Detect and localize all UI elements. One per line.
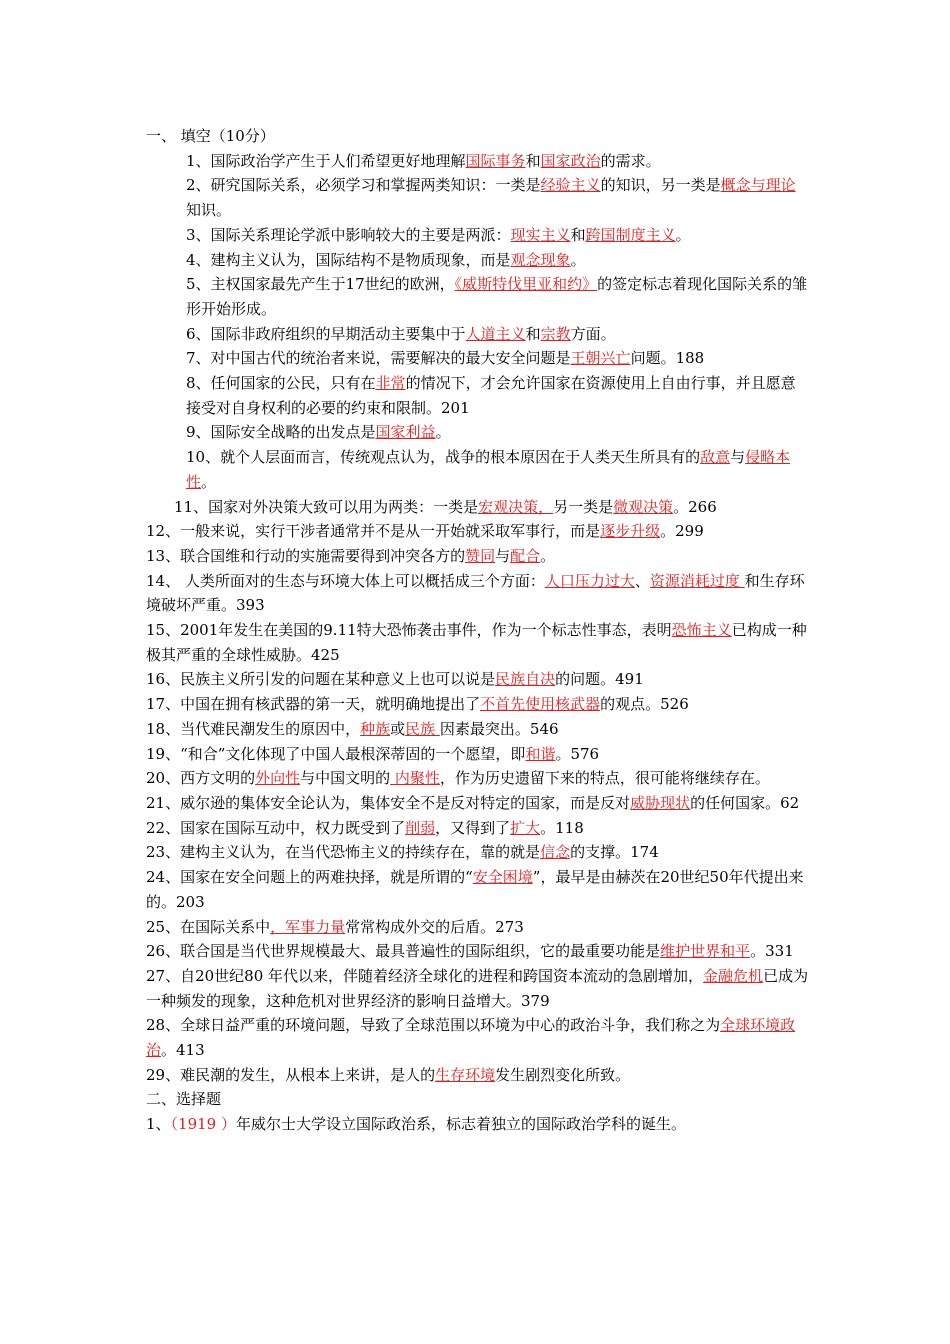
question-17 — [146, 692, 810, 717]
question-text: 2、研究国际关系，必须学习和掌握两类知识：一类是 — [186, 176, 541, 195]
answer-text: 宏观决策， — [478, 497, 554, 516]
question-text: 12、一般来说，实行干涉者通常并不是从一开始就采取军事行，而是 — [146, 522, 601, 541]
question-text: 19、“和合”文化体现了中国人最根深蒂固的一个愿望，即 — [146, 744, 526, 763]
question-21 — [146, 791, 810, 816]
answer-text: 跨国制度主义 — [585, 225, 676, 244]
question-text: 26、联合国是当代世界规模最大、最具普遍性的国际组织，它的最重要功能是 — [146, 942, 661, 961]
question-text: 。299 — [660, 522, 704, 541]
answer-text: 民族自决 — [495, 670, 556, 689]
question-text: 。 — [435, 423, 451, 442]
question-text: 15、2001年发生在美国的9.11特大恐怖袭击事件，作为一个标志性事态，表明 — [146, 621, 672, 640]
document-body — [146, 124, 810, 1137]
question-9 — [146, 420, 810, 445]
question-text: 的问题。491 — [555, 670, 644, 689]
question-text: 11、国家对外决策大致可以用为两类：一类是 — [174, 497, 479, 516]
answer-text: 国家利益 — [375, 423, 436, 442]
answer-text: 和谐 — [525, 744, 556, 763]
answer-text: 微观决策 — [613, 497, 674, 516]
question-4 — [146, 248, 810, 273]
question-text: 和 — [525, 151, 541, 170]
answer-text: 概念与理论 — [720, 176, 796, 195]
question-text: 方面。 — [570, 324, 616, 343]
question-text: 与 — [730, 448, 746, 467]
question-text: 的支撑。174 — [570, 843, 659, 862]
question-14 — [146, 569, 810, 618]
question-text: 与 — [495, 546, 511, 565]
question-20 — [146, 766, 810, 791]
answer-text: 逐步升级 — [600, 522, 661, 541]
question-text: 8、任何国家的公民，只有在 — [186, 374, 376, 393]
answer-text: 生存环境 — [435, 1065, 496, 1084]
question-23 — [146, 840, 810, 865]
section-title-choice — [146, 1087, 810, 1112]
question-text: 13、联合国维和行动的实施需要得到冲突各方的 — [146, 546, 466, 565]
answer-text: 种族 — [360, 719, 391, 738]
answer-text: 《威斯特伐里亚和约》 — [454, 275, 598, 294]
question-13 — [146, 544, 810, 569]
question-6 — [146, 322, 810, 347]
answer-text: 配合 — [510, 546, 541, 565]
answer-text: 观念现象 — [510, 250, 571, 269]
question-text: 的知识，另一类是 — [600, 176, 721, 195]
question-29 — [146, 1063, 810, 1088]
answer-text: 宗教 — [540, 324, 571, 343]
answer-text: 安全困境 — [472, 868, 533, 887]
section-title-fill-blank — [146, 124, 810, 149]
answer-text: 赞同 — [465, 546, 496, 565]
question-text: 发生剧烈变化所致。 — [495, 1065, 631, 1084]
question-text: 因素最突出。546 — [439, 719, 559, 738]
answer-text: 恐怖主义 — [671, 621, 732, 640]
question-text: 4、建构主义认为，国际结构不是物质现象，而是 — [186, 250, 511, 269]
question-text: 另一类是 — [553, 497, 614, 516]
question-22 — [146, 816, 810, 841]
question-16 — [146, 667, 810, 692]
question-text: 或 — [390, 719, 406, 738]
question-text: 18、当代难民潮发生的原因中， — [146, 719, 361, 738]
answer-text: 人口压力过大 — [544, 571, 635, 590]
question-text: ，作为历史遗留下来的特点，很可能将继续存在。 — [439, 769, 770, 788]
answer-text: 侵略本性 — [186, 448, 791, 491]
answer-text: 维护世界和平 — [660, 942, 751, 961]
answer-text: 信念 — [540, 843, 571, 862]
question-text: 。 — [201, 472, 217, 491]
question-text: 24、国家在安全问题上的两难抉择，就是所谓的“ — [146, 868, 473, 887]
question-text: 。 — [570, 250, 586, 269]
question-text: 21、威尔逊的集体安全论认为，集体安全不是反对特定的国家，而是反对 — [146, 793, 631, 812]
section-title-text: 二、选择题 — [146, 1090, 222, 1109]
answer-text: ，军事力量 — [270, 917, 346, 936]
question-5 — [146, 272, 810, 321]
question-2 — [146, 173, 810, 222]
question-text: 。413 — [161, 1041, 205, 1060]
question-25 — [146, 915, 810, 940]
question-text: 27、自20世纪80 年代以来，伴随着经济全球化的进程和跨国资本流动的急剧增加， — [146, 966, 704, 985]
answer-text: 削弱 — [405, 818, 436, 837]
answer-text: 资源消耗过度 — [649, 571, 745, 590]
question-text: 和 — [570, 225, 586, 244]
answer-text: 扩大 — [510, 818, 541, 837]
question-text: 与中国文明的 — [300, 769, 391, 788]
question-text: 和生存环境破坏严重。393 — [146, 571, 805, 615]
question-text: 16、民族主义所引发的问题在某种意义上也可以说是 — [146, 670, 496, 689]
question-text: 。331 — [750, 942, 794, 961]
question-text: 。 — [675, 225, 691, 244]
question-11 — [146, 495, 810, 520]
answer-text: 非常 — [375, 374, 406, 393]
answer-text: （1919 ） — [170, 1115, 236, 1134]
answer-text: 内聚性 — [390, 769, 440, 788]
question-text: 的情况下，才会允许国家在资源使用上自由行事，并且愿意接受对自身权利的必要的约束和限制。201 — [186, 374, 796, 417]
question-26 — [146, 939, 810, 964]
question-18 — [146, 717, 810, 742]
question-24 — [146, 865, 810, 914]
question-text: 20、西方文明的 — [146, 769, 256, 788]
answer-text: 威胁现状 — [630, 793, 691, 812]
question-text: 29、难民潮的发生，从根本上来讲，是人的 — [146, 1065, 436, 1084]
question-7 — [146, 346, 810, 371]
question-text: 的签定标志着现化国际关系的雏形开始形成。 — [186, 275, 808, 318]
answer-text: 外向性 — [255, 769, 301, 788]
question-28 — [146, 1013, 810, 1062]
answer-text: 民族 — [405, 719, 440, 738]
question-text: 17、中国在拥有核武器的第一天，就明确地提出了 — [146, 695, 481, 714]
answer-text: 不首先使用核武器 — [480, 695, 601, 714]
question-text: 6、国际非政府组织的早期活动主要集中于 — [186, 324, 466, 343]
question-text: 3、国际关系理论学派中影响较大的主要是两派： — [186, 225, 511, 244]
question-text: 1、 — [146, 1115, 171, 1134]
question-text: 知识。 — [186, 201, 232, 220]
question-text: 问题。188 — [630, 349, 705, 368]
question-8 — [146, 371, 810, 420]
answer-text: 现实主义 — [510, 225, 571, 244]
question-text: 22、国家在国际互动中，权力既受到了 — [146, 818, 406, 837]
question-text: 。576 — [555, 744, 600, 763]
question-10 — [146, 445, 810, 494]
question-12 — [146, 519, 810, 544]
question-19 — [146, 742, 810, 767]
answer-text: 国际事务 — [465, 151, 526, 170]
question-text: 14、 人类所面对的生态与环境大体上可以概括成三个方面： — [146, 571, 545, 590]
answer-text: 国家政治 — [540, 151, 601, 170]
question-text: 5、主权国家最先产生于17世纪的欧洲， — [186, 275, 455, 294]
choice-question-1 — [146, 1112, 810, 1137]
answer-text: 敌意 — [700, 448, 731, 467]
answer-text: 王朝兴亡 — [570, 349, 631, 368]
question-text: 。 — [540, 546, 556, 565]
answer-text: 全球环境政治 — [146, 1016, 796, 1060]
question-27 — [146, 964, 810, 1013]
question-text: 28、全球日益严重的环境问题，导致了全球范围以环境为中心的政治斗争，我们称之为 — [146, 1016, 721, 1035]
question-text: 的任何国家。62 — [690, 793, 800, 812]
question-text: 1、国际政治学产生于人们希望更好地理解 — [186, 151, 466, 170]
question-text: 7、对中国古代的统治者来说，需要解决的最大安全问题是 — [186, 349, 571, 368]
question-text: 年威尔士大学设立国际政治系，标志着独立的国际政治学科的诞生。 — [236, 1115, 687, 1134]
question-15 — [146, 618, 810, 667]
question-text: 、 — [634, 571, 650, 590]
question-text: 。118 — [540, 818, 584, 837]
question-text: 的观点。526 — [600, 695, 689, 714]
question-text: 10、就个人层面而言，传统观点认为，战争的根本原因在于人类天生所具有的 — [186, 448, 701, 467]
question-text: 常常构成外交的后盾。273 — [345, 917, 524, 936]
question-text: ，又得到了 — [435, 818, 511, 837]
question-text: 。266 — [673, 497, 717, 516]
question-text: 和 — [525, 324, 541, 343]
question-1 — [146, 149, 810, 174]
question-text: 已成为一种频发的现象，这种危机对世界经济的影响日益增大。379 — [146, 966, 809, 1010]
question-text: 23、建构主义认为，在当代恐怖主义的持续存在，靠的就是 — [146, 843, 541, 862]
question-text: 25、在国际关系中 — [146, 917, 271, 936]
section-title-text: 一、 填空（10分） — [146, 127, 275, 145]
question-text: 9、国际安全战略的出发点是 — [186, 423, 376, 442]
answer-text: 经验主义 — [540, 176, 601, 195]
question-text: 已构成一种极其严重的全球性威胁。425 — [146, 621, 807, 664]
answer-text: 人道主义 — [465, 324, 526, 343]
question-text: 的需求。 — [600, 151, 661, 170]
question-3 — [146, 223, 810, 248]
question-text: ”，最早是由赫茨在20世纪50年代提出来的。203 — [146, 868, 804, 911]
answer-text: 金融危机 — [703, 966, 764, 985]
